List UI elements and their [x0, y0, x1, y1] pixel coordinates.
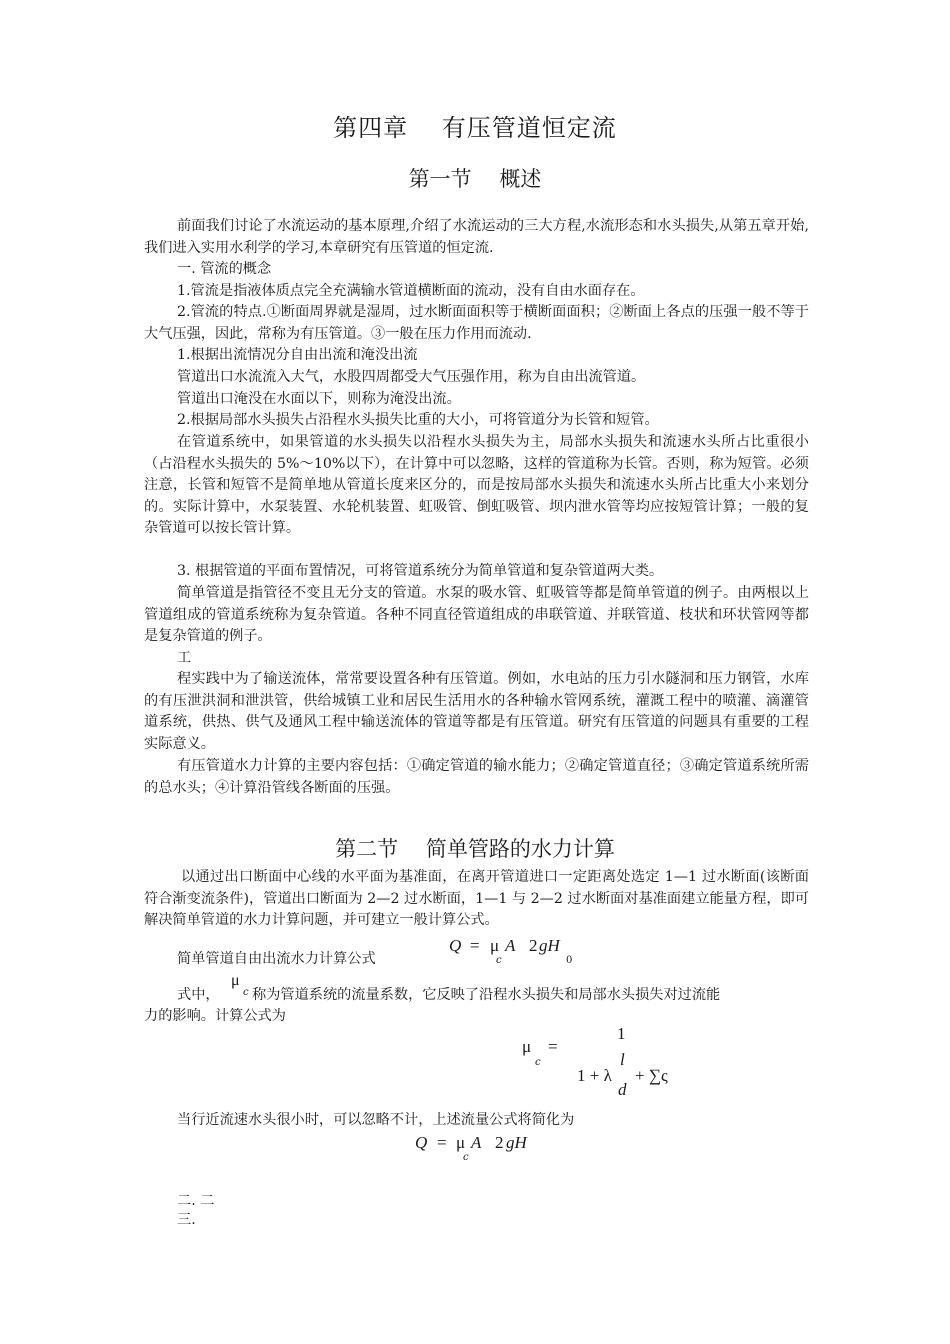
symbol-gh-2: gH — [506, 1133, 527, 1152]
line-classification-1: 1.根据出流情况分自由出流和淹没出流 — [177, 347, 418, 363]
subscript-c-inline: c — [243, 987, 249, 998]
symbol-equals: = — [470, 936, 480, 955]
paragraph-intro: 前面我们讨论了水流运动的基本原理,介绍了水流运动的三大方程,水流形态和水头损失,从第五章开始,我们进入实用水利学的学习,本章研究有压管道的恒定流. — [144, 218, 809, 256]
heading-pipe-flow-concept: 一. 管流的概念 — [177, 261, 272, 277]
paragraph-simple-complex: 简单管道是指管径不变且无分支的管道。水泵的吸水管、虹吸管等都是简单管道的例子。由两根以上管道组成的管道系统称为复杂管道。各种不同直径管道组成的串联管道、并联管道、枝状和环状管网等都是复杂管道的例子。 — [144, 585, 809, 645]
line-classification-3: 3. 根据管道的平面布置情况，可将管道系统分为简单管道和复杂管道两大类。 — [177, 563, 664, 579]
symbol-equals-2: = — [548, 1037, 558, 1056]
subscript-c-lhs: c — [535, 1057, 541, 1068]
line-free-outflow: 管道出口水流流入大气，水股四周都受大气压强作用，称为自由出流管道。 — [177, 369, 646, 385]
symbol-q-2: Q — [415, 1133, 428, 1152]
subscript-c: c — [496, 955, 502, 966]
paragraph-long-short-pipe: 在管道系统中，如果管道的水头损失以沿程水头损失为主，局部水头损失和流速水头所占比重很小（占沿程水头损失的 5%～10%以下），在计算中可以忽略，这样的管道称为长管。否则，称为短管。必须注意，长管和短管不是简单地从管道长度来区分的，而是按局部水头损失和流速水头所占比重大小来划分的。实际计算中，水泵装置、水轮机装置、虹吸管、倒虹吸管、坝内泄水管等均应按短管计算；一般的复杂管道可以按长管计算。 — [144, 434, 809, 537]
section-heading-1: 第一节 概述 — [408, 167, 542, 191]
paragraph-energy-equation: 以通过出口断面中心线的水平面为基准面，在离开管道进口一定距离处选定 1—1 过水断面(该断面符合渐变流条件)，管道出口断面为 2—2 过水断面，1—1 与 2—2 过水断面对基准面建立能量方程，即可解决简单管道的水力计算问题，并可建立一般计算公式。 — [144, 869, 809, 929]
line-definition: 1.管流是指液体质点完全充满输水管道横断面的流动，没有自由水面存在。 — [177, 283, 645, 299]
symbol-equals-3: = — [437, 1133, 447, 1152]
symbol-plus-sum-zeta: + ∑ς — [635, 1066, 668, 1085]
paragraph-features: 2.管流的特点.①断面周界就是湿周，过水断面面积等于横断面面积；②断面上各点的压强一般不等于大气压强，因此，常称为有压管道。③一般在压力作用而流动. — [144, 304, 809, 342]
line-gong: 工 — [177, 650, 192, 666]
symbol-mu-inline: μ — [231, 972, 240, 989]
symbol-gh: gH — [539, 936, 560, 955]
line-mu-description: 称为管道系统的流量系数，它反映了沿程水头损失和局部水头损失对过流能 — [252, 987, 721, 1003]
symbol-mu-2: μ — [456, 1133, 466, 1152]
line-simplify: 当行近流速水头很小时，可以忽略不计，上述流量公式将简化为 — [177, 1112, 575, 1128]
subscript-zero: 0 — [566, 955, 573, 966]
formula-label: 简单管道自由出流水力计算公式 — [177, 951, 376, 967]
section-heading-2: 第二节 简单管路的水力计算 — [335, 837, 615, 861]
line-section-two: 二. 二 — [177, 1193, 215, 1209]
symbol-mu-lhs: μ — [522, 1037, 532, 1056]
paragraph-engineering: 程实践中为了输送流体，常常要设置各种有压管道。例如，水电站的压力引水隧洞和压力钢管，水库的有压泄洪洞和泄洪管，供给城镇工业和居民生活用水的各种输水管网系统，灌溉工程中的喷灌、滴灌管道系统，供热、供气及通风工程中输送流体的管道等都是有压管道。研究有压管道的问题具有重要的工程实际意义。 — [144, 671, 809, 752]
symbol-two-2: 2 — [495, 1133, 504, 1152]
line-mu-intro: 式中， — [177, 987, 220, 1003]
line-classification-2: 2.根据局部水头损失占沿程水头损失比重的大小，可将管道分为长管和短管。 — [177, 412, 659, 428]
symbol-d: d — [618, 1080, 627, 1099]
chapter-title: 第四章 有压管道恒定流 — [333, 114, 617, 142]
symbol-q: Q — [449, 936, 462, 955]
subscript-c-2: c — [463, 1152, 469, 1163]
denominator-one-plus-lambda: 1 + λ — [577, 1066, 612, 1085]
symbol-mu: μ — [490, 936, 500, 955]
numerator-one: 1 — [617, 1024, 626, 1043]
line-mu-formula-intro: 力的影响。计算公式为 — [144, 1008, 286, 1024]
line-section-three: 三. — [177, 1212, 196, 1228]
symbol-two: 2 — [529, 936, 538, 955]
symbol-a-2: A — [471, 1133, 482, 1152]
symbol-l: l — [620, 1050, 625, 1069]
symbol-a: A — [505, 936, 516, 955]
paragraph-calculation-tasks: 有压管道水力计算的主要内容包括：①确定管道的输水能力；②确定管道直径；③确定管道系统所需的总水头；④计算沿管线各断面的压强。 — [144, 758, 809, 796]
line-submerged-outflow: 管道出口淹没在水面以下，则称为淹没出流。 — [177, 391, 461, 407]
